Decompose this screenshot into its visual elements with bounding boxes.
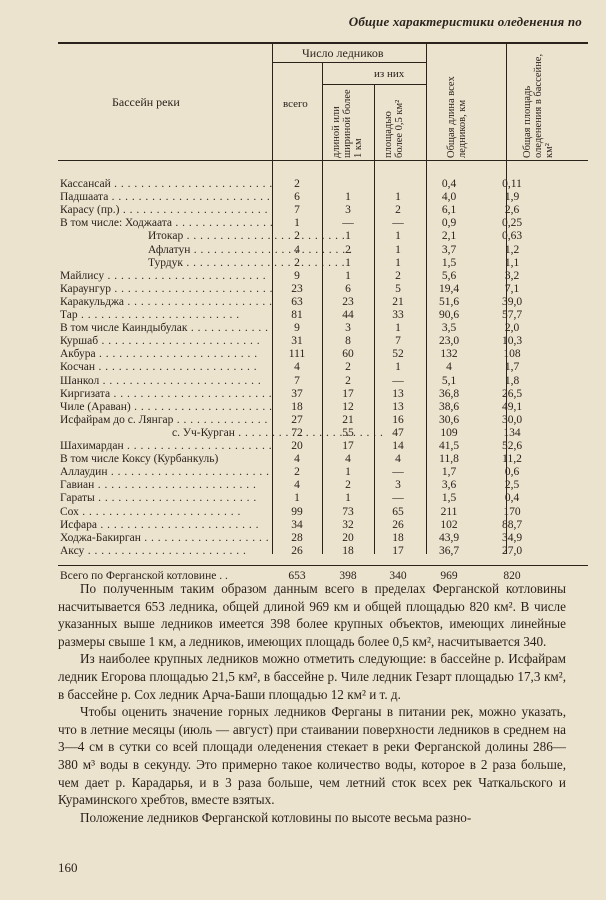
glacier-count: 72 [291, 426, 303, 439]
total-area: 0,4 [504, 492, 520, 505]
count-over-half-km2: 14 [392, 440, 404, 452]
count-over-1km: 4 [345, 453, 351, 466]
total-area: 1,2 [504, 243, 520, 256]
table-header-bottom-rule [58, 160, 588, 161]
total-length: 11,8 [439, 453, 459, 466]
basin-name: Исфара . . . [60, 519, 272, 532]
count-over-1km: 17 [342, 387, 354, 400]
paragraph: Положение ледников Ферганской котловины по высоте весьма разно- [80, 809, 472, 825]
header-total-length: Общая длина всех ледников, км [446, 76, 468, 158]
basin-name: Аксу . . . [60, 545, 272, 558]
count-over-half-km2: 21 [392, 295, 404, 308]
basin-name: Караунгур . . . [60, 283, 272, 296]
total-length: 23,0 [438, 335, 460, 348]
count-over-half-km2: 1 [395, 361, 401, 374]
count-over-half-km2: 4 [395, 453, 401, 466]
count-over-1km: 1 [345, 191, 351, 204]
basin-name: Акбура . . . [60, 348, 272, 361]
basin-name: с. Уч-Курган . . . [60, 427, 384, 440]
glacier-count: 99 [291, 505, 303, 518]
total-length: 36,7 [438, 544, 460, 557]
total-area: 1,8 [504, 374, 520, 387]
paragraph: Из наиболее крупных ледников можно отметить следующие: в бассейне р. Исфайрам ледник Егорова площадью 21,5 км², в бассейне р. Чиле ледник Гезарт площадью 17,3 км², в бассейне р. Сох ледник Арча-Баши площадью 12 км² и т. д. [58, 651, 566, 702]
count-over-half-km2: 47 [392, 426, 404, 439]
count-over-1km: 73 [342, 505, 354, 518]
total-area: 1,9 [504, 191, 520, 204]
count-over-half-km2: — [392, 492, 404, 505]
total-area: 2,0 [504, 322, 520, 335]
count-over-half-km2: 7 [395, 335, 401, 348]
count-over-1km: 8 [345, 335, 351, 348]
paragraph: Чтобы оценить значение горных ледников Ферганы в питании рек, можно указать, что в летние месяцы (июль — август) при стаивании поверхности ледников в среднем на 3—4 см в сутки со всей площади оледенения стекает в реки Ферганской долины 286—380 м³ воды в секунду. Это примерно такое количество воды, которое в 2 раза больше, чем дает р. Карадарья, и в 3 раза больше, чем летний сток всех рек Чаткальского и Кураминского хребтов, вместе взятых. [58, 704, 566, 808]
count-over-1km: 2 [345, 243, 351, 256]
count-over-half-km2: 33 [392, 309, 404, 321]
basin-name: Карасу (пр.) . . . [60, 204, 272, 217]
basin-name: Афлатун . . . [60, 244, 360, 257]
total-length: 211 [440, 505, 458, 518]
basin-name: В том числе Коксу (Курбанкуль) [60, 453, 219, 466]
total-area: 0,25 [501, 217, 523, 230]
basin-name: Сох . . . [60, 506, 272, 519]
count-over-1km: 1 [345, 466, 351, 479]
count-over-half-km2: 26 [392, 518, 404, 531]
glacier-count: 2 [294, 178, 300, 190]
count-over-half-km2: 2 [395, 204, 401, 217]
total-length: 36,8 [438, 387, 460, 400]
header-count-group: Число ледников [302, 46, 384, 60]
total-area: 39,0 [501, 295, 523, 308]
total-area: 1,7 [504, 361, 520, 374]
total-length: 132 [440, 348, 458, 361]
glacier-count: 9 [294, 322, 300, 335]
total-length: 51,6 [438, 295, 460, 308]
count-over-half-km2: 340 [389, 569, 407, 582]
basin-name: Тар . . . [60, 309, 272, 322]
total-length: 2,1 [441, 230, 457, 243]
total-length: 1,5 [441, 256, 457, 269]
total-area: 52,6 [501, 440, 523, 452]
basin-name: Майлису . . . [60, 270, 272, 283]
count-over-1km: 2 [345, 361, 351, 374]
glacier-count: 31 [291, 335, 303, 348]
glacier-count: 20 [291, 440, 303, 452]
header-of-them: из них [374, 68, 405, 80]
count-over-1km: 1 [345, 492, 351, 505]
total-length: 0,4 [441, 178, 457, 190]
glacier-count: 63 [291, 295, 303, 308]
total-area: 27,0 [501, 544, 523, 557]
count-over-half-km2: 18 [392, 531, 404, 544]
total-length: 6,1 [441, 204, 457, 217]
basin-name: Гараты . . . [60, 492, 272, 505]
total-area: 170 [503, 505, 521, 518]
total-area: 2,6 [504, 204, 520, 217]
glacier-count: 4 [294, 453, 300, 466]
count-over-half-km2: 2 [395, 269, 401, 282]
basin-name: Каракульджа . . . [60, 296, 272, 309]
table-bottom-rule [58, 565, 588, 566]
glacier-count: 34 [291, 518, 303, 531]
total-length: 5,6 [441, 269, 457, 282]
count-over-1km: 60 [342, 348, 354, 361]
total-length: 5,1 [441, 374, 457, 387]
total-area: 1,1 [504, 256, 520, 269]
count-group-rule [272, 62, 426, 63]
count-over-1km: 12 [342, 400, 354, 413]
count-over-1km: 6 [345, 282, 351, 295]
glacier-count: 26 [291, 544, 303, 557]
count-over-1km: 32 [342, 518, 354, 531]
count-over-half-km2: 52 [392, 348, 404, 361]
total-area: 820 [503, 569, 521, 582]
count-over-half-km2: 65 [392, 505, 404, 518]
count-over-1km: 23 [342, 295, 354, 308]
glacier-count: 81 [291, 309, 303, 321]
total-area: 0,11 [502, 178, 522, 190]
total-length: 90,6 [438, 309, 460, 321]
count-over-half-km2: 1 [395, 256, 401, 269]
body-text [58, 580, 566, 826]
total-length: 3,7 [441, 243, 457, 256]
count-over-1km: 1 [345, 230, 351, 243]
count-over-half-km2: 3 [395, 479, 401, 492]
count-over-half-km2: 1 [395, 191, 401, 204]
count-over-1km: 20 [342, 531, 354, 544]
count-over-1km: 3 [345, 204, 351, 217]
header-length-over-1km: длиной или шириной более 1 км [331, 89, 364, 158]
count-over-half-km2: — [392, 217, 404, 230]
total-area: 30,0 [501, 413, 523, 426]
basin-name: Всего по Ферганской котловине . . [60, 569, 228, 582]
basin-name: Ходжа-Бакирган . . . [60, 532, 272, 545]
header-total: всего [283, 98, 308, 110]
total-area: 134 [503, 426, 521, 439]
count-over-half-km2: 5 [395, 282, 401, 295]
count-over-1km: 21 [342, 413, 354, 426]
count-over-1km: 3 [345, 322, 351, 335]
glacier-count: 653 [288, 569, 306, 582]
count-over-half-km2: 17 [392, 544, 404, 557]
total-area: 7,1 [504, 282, 520, 295]
glacier-count: 4 [294, 479, 300, 492]
basin-name: Гавиан . . . [60, 479, 272, 492]
total-area: 57,7 [501, 309, 523, 321]
glacier-count: 2 [294, 230, 300, 243]
total-length: 969 [440, 569, 458, 582]
glacier-count: 18 [291, 400, 303, 413]
basin-name: В том числе Каиндыбулак . . . [60, 322, 272, 335]
total-area: 108 [503, 348, 521, 361]
total-length: 109 [440, 426, 458, 439]
paragraph: По полученным таким образом данным всего в пределах Ферганской котловины насчитывается 653 ледника, общей длиной 969 км и общей площадью 820 км². В числе указанных выше ледников имеется 398 более крупных объектов, имеющих линейные размеры свыше 1 км, а ледников, имеющих площадь более 0,5 км², насчитывается 340. [58, 581, 566, 649]
glacier-count: 9 [294, 269, 300, 282]
total-area: 0,63 [501, 230, 523, 243]
count-over-half-km2: 1 [395, 322, 401, 335]
total-length: 0,9 [441, 217, 457, 230]
glacier-count: 111 [288, 348, 306, 361]
count-over-1km: — [342, 217, 354, 230]
total-length: 3,5 [441, 322, 457, 335]
glacier-count: 4 [294, 243, 300, 256]
total-area: 10,3 [501, 335, 523, 348]
basin-name: Итокар . . . [60, 230, 360, 243]
basin-name: В том числе: Ходжаата . . . [60, 217, 272, 230]
total-area: 26,5 [501, 387, 523, 400]
basin-name: Падшаата . . . [60, 191, 272, 204]
page-number: 160 [58, 860, 78, 875]
header-basin: Бассейн реки [112, 95, 180, 109]
count-over-half-km2: 1 [395, 243, 401, 256]
total-length: 4 [446, 361, 452, 374]
total-length: 43,9 [438, 531, 460, 544]
glacier-count: 7 [294, 204, 300, 217]
total-length: 1,5 [441, 492, 457, 505]
header-total-area: Общая площадь оледенения в бассейне, км² [522, 53, 555, 158]
basin-name: Киргизата . . . [60, 388, 272, 401]
count-over-half-km2: 13 [392, 387, 404, 400]
count-over-half-km2: 1 [395, 230, 401, 243]
count-over-half-km2: 16 [392, 413, 404, 426]
basin-name: Куршаб . . . [60, 335, 272, 348]
total-area: 88,7 [501, 518, 523, 531]
glacier-count: 27 [291, 413, 303, 426]
basin-name: Шанкол . . . [60, 375, 272, 388]
count-over-1km: 18 [342, 544, 354, 557]
count-over-1km: 398 [339, 569, 357, 582]
count-over-1km: 2 [345, 479, 351, 492]
basin-name: Шахимардан . . . [60, 440, 272, 453]
count-over-1km: 1 [345, 269, 351, 282]
count-over-1km: 17 [342, 440, 354, 452]
glacier-count: 6 [294, 191, 300, 204]
basin-name: Турдук . . . [60, 257, 360, 270]
glacier-count: 7 [294, 374, 300, 387]
total-area: 0,6 [504, 466, 520, 479]
total-area: 34,9 [501, 531, 523, 544]
count-over-half-km2: — [392, 374, 404, 387]
total-length: 4,0 [441, 191, 457, 204]
basin-name: Исфайрам до с. Лянгар . . . [60, 414, 272, 427]
total-length: 1,7 [441, 466, 457, 479]
glacier-count: 23 [291, 282, 303, 295]
count-over-half-km2: 13 [392, 400, 404, 413]
count-over-half-km2: — [392, 466, 404, 479]
total-area: 2,5 [504, 479, 520, 492]
count-over-1km: 55 [342, 426, 354, 439]
glacier-count: 28 [291, 531, 303, 544]
basin-name: Чиле (Араван) . . . [60, 401, 272, 414]
glacier-count: 2 [294, 466, 300, 479]
glacier-count: 4 [294, 361, 300, 374]
basin-name: Аллаудин . . . [60, 466, 272, 479]
glacier-count: 2 [294, 256, 300, 269]
basin-name: Кассансай . . . [60, 178, 272, 191]
total-length: 3,6 [441, 479, 457, 492]
total-length: 102 [440, 518, 458, 531]
total-length: 41,5 [438, 440, 460, 452]
total-area: 11,2 [502, 453, 522, 466]
glacier-count: 37 [291, 387, 303, 400]
total-length: 30,6 [438, 413, 460, 426]
basin-name: Косчан . . . [60, 361, 272, 374]
table-top-rule [58, 42, 588, 44]
count-over-1km: 1 [345, 256, 351, 269]
header-area-over-half-km2: площадью более 0,5 км² [383, 99, 405, 158]
glacier-count: 1 [294, 217, 300, 230]
count-over-1km: 44 [342, 309, 354, 321]
count-over-1km: 2 [345, 374, 351, 387]
total-area: 3,2 [504, 269, 520, 282]
running-head: Общие характеристики оледенения по [348, 14, 582, 29]
total-area: 49,1 [501, 400, 523, 413]
total-length: 19,4 [438, 282, 460, 295]
glacier-count: 1 [294, 492, 300, 505]
total-length: 38,6 [438, 400, 460, 413]
